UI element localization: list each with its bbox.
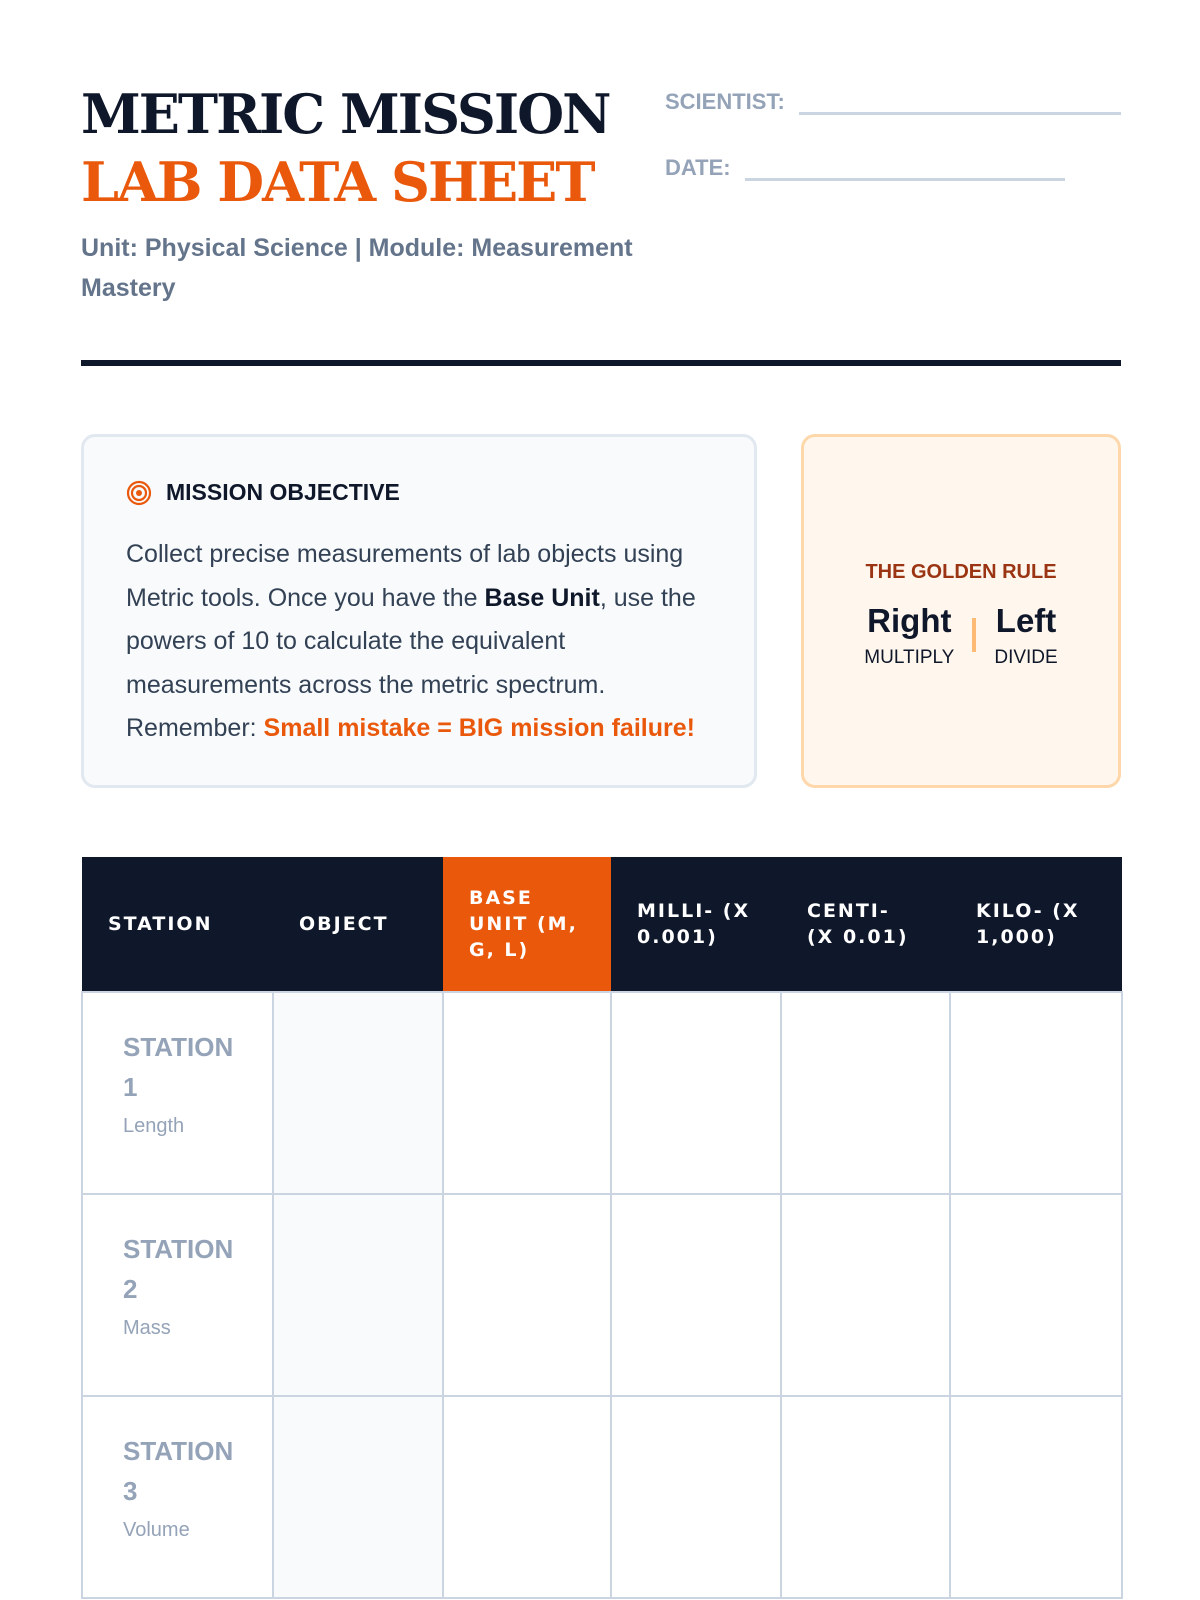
page-title: METRIC MISSION <box>81 82 610 146</box>
column-header-kilo: KILO- (X 1,000) <box>950 857 1122 992</box>
object-cell[interactable] <box>273 992 443 1194</box>
base-unit-cell[interactable] <box>443 992 611 1194</box>
unit-module-label: Unit: Physical Science | Module: Measurement Mastery <box>81 234 633 302</box>
column-header-station: STATION <box>82 857 273 992</box>
kilo-cell[interactable] <box>950 1194 1122 1396</box>
right-action: MULTIPLY <box>864 647 955 668</box>
object-cell[interactable] <box>273 1396 443 1598</box>
date-input-line[interactable] <box>745 152 1065 181</box>
table-row <box>82 1396 1122 1598</box>
milli-cell[interactable] <box>611 1194 781 1396</box>
kilo-cell[interactable] <box>950 992 1122 1194</box>
station-name: STATION 3 <box>123 1436 234 1506</box>
table-row <box>82 1194 1122 1396</box>
left-label: Left <box>995 602 1057 639</box>
station-cell <box>82 992 273 1194</box>
station-type: Length <box>123 1115 185 1137</box>
station-name: STATION 1 <box>123 1032 234 1102</box>
object-cell[interactable] <box>273 1194 443 1396</box>
column-header-milli: MILLI- (X 0.001) <box>611 857 781 992</box>
centi-cell[interactable] <box>781 992 950 1194</box>
station-cell <box>82 1194 273 1396</box>
lab-data-sheet <box>81 0 1121 1541</box>
column-header-object: OBJECT <box>273 857 443 992</box>
target-icon <box>126 480 152 506</box>
data-table <box>81 857 1123 1599</box>
objective-alert: Small mistake = BIG mission failure! <box>263 714 695 742</box>
golden-rule-left <box>976 601 1075 669</box>
golden-rule-right <box>846 601 972 669</box>
objective-title: MISSION OBJECTIVE <box>166 479 400 505</box>
scientist-field-row <box>665 86 1121 115</box>
objective-text-bold: Base Unit <box>484 583 600 612</box>
base-unit-cell[interactable] <box>443 1396 611 1598</box>
station-name: STATION 2 <box>123 1234 234 1304</box>
station-type: Volume <box>123 1519 190 1541</box>
column-header-base-unit: BASE UNIT (M, G, L) <box>443 857 611 992</box>
page-subtitle-heading: LAB DATA SHEET <box>81 150 594 214</box>
base-unit-cell[interactable] <box>443 1194 611 1396</box>
golden-rule-box <box>801 434 1121 788</box>
centi-cell[interactable] <box>781 1396 950 1598</box>
station-cell <box>82 1396 273 1598</box>
objective-heading <box>126 479 400 506</box>
objective-text <box>126 533 726 751</box>
date-label: DATE: <box>665 155 731 180</box>
right-label: Right <box>867 602 952 639</box>
milli-cell[interactable] <box>611 1396 781 1598</box>
scientist-label: SCIENTIST: <box>665 89 785 114</box>
column-header-centi: CENTI- (X 0.01) <box>781 857 950 992</box>
left-action: DIVIDE <box>994 647 1058 668</box>
date-field-row <box>665 152 1065 181</box>
station-type: Mass <box>123 1317 171 1339</box>
header <box>81 0 1121 370</box>
golden-rule-columns <box>804 601 1118 669</box>
scientist-input-line[interactable] <box>799 86 1121 115</box>
mission-objective-box <box>81 434 757 788</box>
objective-text-part2: , use the powers of 10 to calculate the equivalent measurements across the metric spectrum. Remember: <box>126 583 696 742</box>
table-header-row <box>82 857 1122 992</box>
golden-rule-title: THE GOLDEN RULE <box>865 561 1057 583</box>
milli-cell[interactable] <box>611 992 781 1194</box>
header-divider <box>81 360 1121 366</box>
kilo-cell[interactable] <box>950 1396 1122 1598</box>
objective-text-part1: Collect precise measurements of lab objects using Metric tools. Once you have the <box>126 540 684 612</box>
centi-cell[interactable] <box>781 1194 950 1396</box>
table-row <box>82 992 1122 1194</box>
